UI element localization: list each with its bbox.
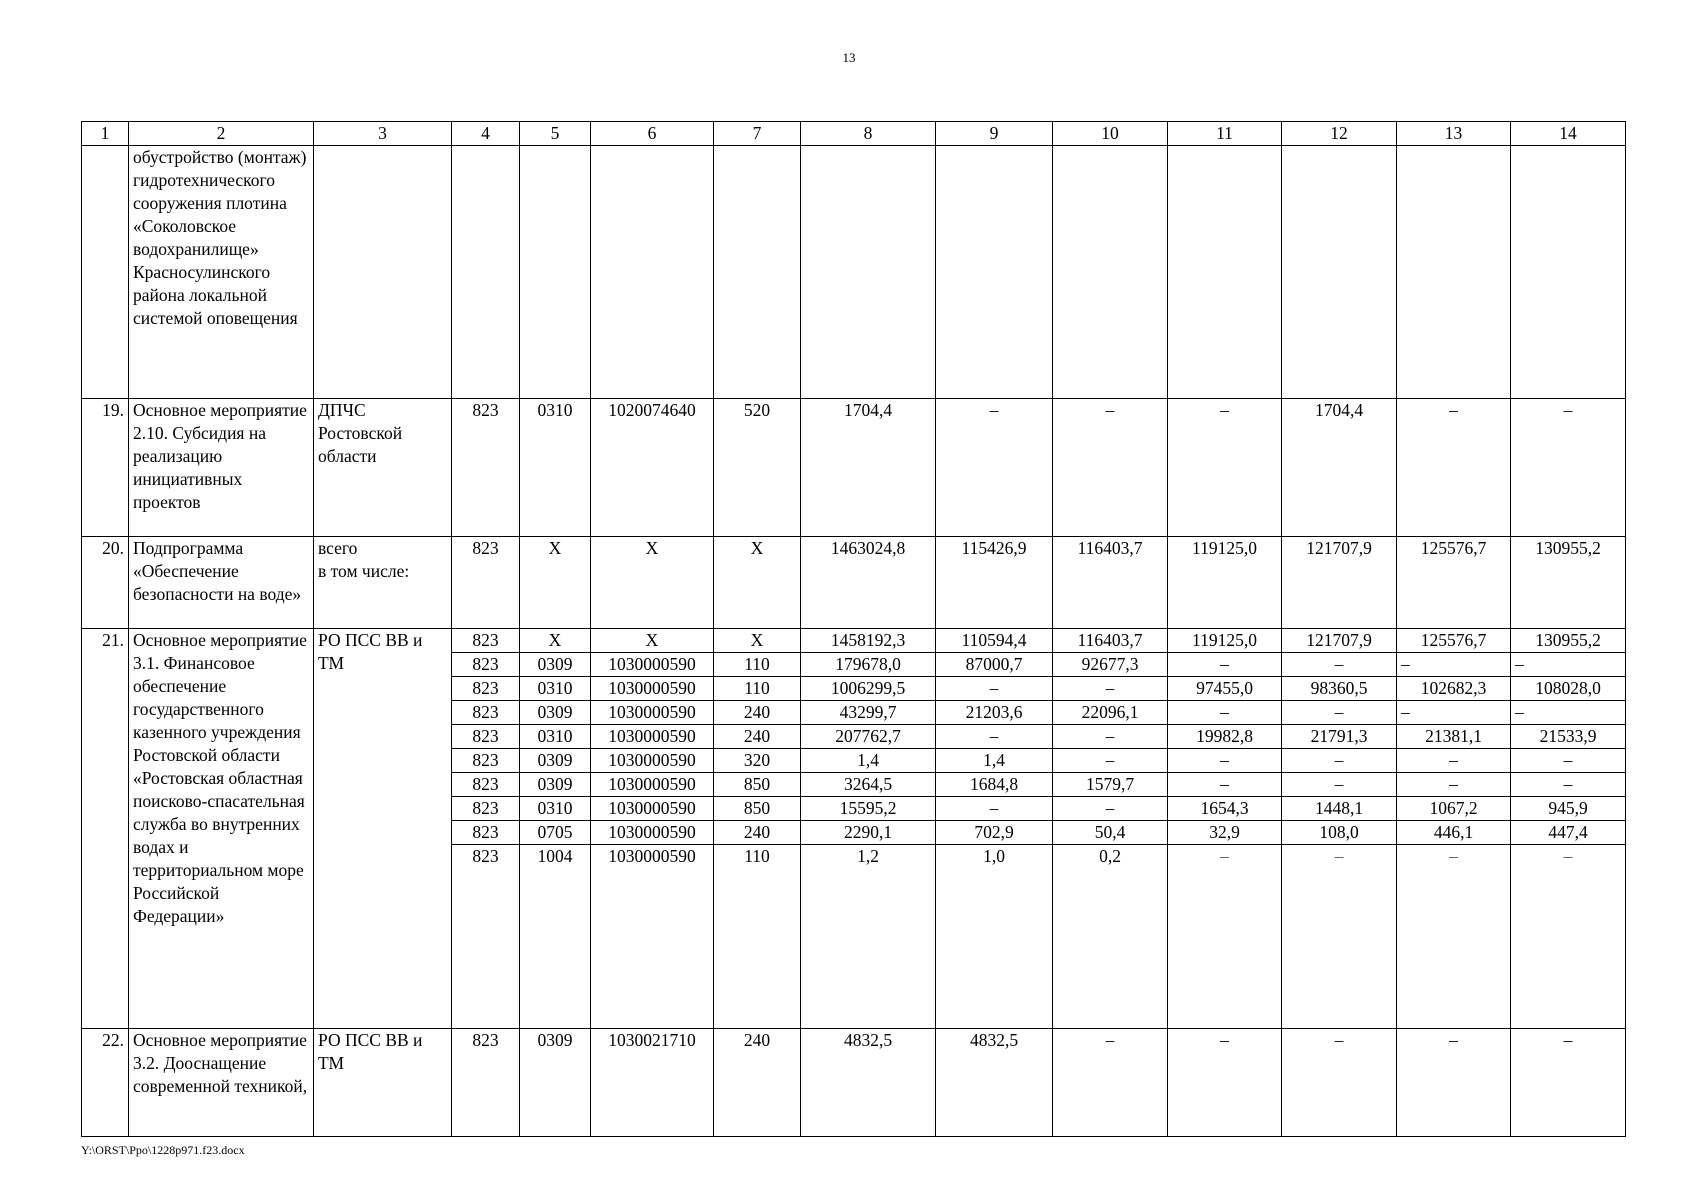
cell-rzpr: Х: [520, 537, 591, 629]
cell-value: 108,0: [1282, 821, 1397, 845]
measure-name: Подпрограмма «Обеспечение безопасности на воде»: [129, 537, 314, 629]
cell-value: –: [1053, 725, 1168, 749]
cell-rzpr: 0309: [520, 701, 591, 725]
cell-value: –: [1168, 773, 1282, 797]
cell-value: 116403,7: [1053, 537, 1168, 629]
column-number: 4: [452, 122, 520, 146]
cell-value: –: [1282, 653, 1397, 677]
cell-vr: 850: [714, 773, 801, 797]
cell-value: 110594,4: [936, 629, 1053, 653]
cell-vr: 520: [714, 399, 801, 537]
cell-vr: Х: [714, 537, 801, 629]
cell-value: 119125,0: [1168, 629, 1282, 653]
cell-value: –: [1397, 749, 1511, 773]
cell-value: 21791,3: [1282, 725, 1397, 749]
page-number: 13: [842, 50, 856, 65]
cell-value: 945,9: [1511, 797, 1626, 821]
cell-csr: 1030000590: [591, 749, 714, 773]
cell-value: –: [1397, 845, 1511, 1029]
row-number: 19.: [82, 399, 129, 537]
cell-value: –: [1282, 701, 1397, 725]
cell-grbs: 823: [452, 773, 520, 797]
column-number: 13: [1397, 122, 1511, 146]
document-path-footer: Y:\ORST\Ppo\1228p971.f23.docx: [81, 1143, 245, 1157]
cell-value: 1654,3: [1168, 797, 1282, 821]
cell-value: 125576,7: [1397, 629, 1511, 653]
cell-value: 119125,0: [1168, 537, 1282, 629]
cell-value: –: [1511, 773, 1626, 797]
cell-rzpr: 0309: [520, 653, 591, 677]
budget-table: [81, 121, 1626, 1137]
cell-value: –: [1282, 845, 1397, 1029]
column-number: 1: [82, 122, 129, 146]
row-number: 20.: [82, 537, 129, 629]
cell-grbs: 823: [452, 1029, 520, 1137]
cell-rzpr: 0310: [520, 725, 591, 749]
cell-vr: 110: [714, 677, 801, 701]
cell-csr: 1030000590: [591, 845, 714, 1029]
cell-rzpr: 1004: [520, 845, 591, 1029]
cell-value: 125576,7: [1397, 537, 1511, 629]
column-number: 2: [129, 122, 314, 146]
cell-rzpr: 0309: [520, 1029, 591, 1137]
cell-rzpr: Х: [520, 629, 591, 653]
cell-value: 21533,9: [1511, 725, 1626, 749]
cell-value: –: [1168, 399, 1282, 537]
cell-value: 4832,5: [936, 1029, 1053, 1137]
cell-value: 1458192,3: [801, 629, 936, 653]
cell-value: –: [936, 797, 1053, 821]
measure-name: Основное мероприятие 3.1. Финансовое обеспечение государственного казенного учреждения Ростовской области «Ростовская областная поисково-спасательная служба во внутренних водах и территориальном море Российской Федерации»: [129, 629, 314, 1029]
cell-value: –: [1397, 653, 1511, 677]
cell-rzpr: 0309: [520, 773, 591, 797]
measure-name: Основное мероприятие 2.10. Субсидия на реализацию инициативных проектов: [129, 399, 314, 537]
cell-value: 121707,9: [1282, 629, 1397, 653]
column-number: 11: [1168, 122, 1282, 146]
column-number: 6: [591, 122, 714, 146]
cell-csr: 1030000590: [591, 725, 714, 749]
cell-grbs: 823: [452, 629, 520, 653]
cell-rzpr: 0310: [520, 797, 591, 821]
table-row: [82, 399, 1626, 537]
executor: ДПЧС Ростовской области: [314, 399, 452, 537]
cell-value: 108028,0: [1511, 677, 1626, 701]
cell-csr: 1030000590: [591, 821, 714, 845]
cell-value: 22096,1: [1053, 701, 1168, 725]
table-row: [82, 537, 1626, 629]
column-number-row: [82, 122, 1626, 146]
cell-value: –: [1053, 677, 1168, 701]
cell-value: –: [1282, 773, 1397, 797]
cell-value: 1704,4: [1282, 399, 1397, 537]
table-row: [82, 1029, 1626, 1137]
cell-value: 15595,2: [801, 797, 936, 821]
cell-value: –: [1397, 399, 1511, 537]
cell-csr: 1030000590: [591, 773, 714, 797]
cell-value: 97455,0: [1168, 677, 1282, 701]
cell-value: –: [1053, 399, 1168, 537]
cell-value: –: [1511, 1029, 1626, 1137]
measure-name: обустройство (монтаж) гидротехнического сооружения плотина «Соколовское водохранилище» Красносулинского района локальной системой оповещения: [129, 146, 314, 399]
cell-value: 1448,1: [1282, 797, 1397, 821]
column-number: 9: [936, 122, 1053, 146]
cell-grbs: 823: [452, 399, 520, 537]
cell-value: 50,4: [1053, 821, 1168, 845]
cell-vr: 110: [714, 845, 801, 1029]
column-number: 10: [1053, 122, 1168, 146]
cell-value: 1006299,5: [801, 677, 936, 701]
cell-value: –: [1053, 1029, 1168, 1137]
cell-vr: 240: [714, 1029, 801, 1137]
cell-value: –: [1168, 845, 1282, 1029]
cell-value: –: [1282, 1029, 1397, 1137]
cell-value: 1704,4: [801, 399, 936, 537]
table-row: [82, 146, 1626, 399]
cell-vr: 240: [714, 821, 801, 845]
cell-value: 21203,6: [936, 701, 1053, 725]
cell-csr: 1030021710: [591, 1029, 714, 1137]
cell-value: 447,4: [1511, 821, 1626, 845]
cell-grbs: 823: [452, 845, 520, 1029]
measure-name: Основное мероприятие 3.2. Дооснащение современной техникой,: [129, 1029, 314, 1137]
cell-value: 207762,7: [801, 725, 936, 749]
cell-value: –: [1397, 701, 1511, 725]
cell-csr: 1030000590: [591, 653, 714, 677]
cell-value: 115426,9: [936, 537, 1053, 629]
executor: [314, 537, 452, 629]
cell-value: –: [1282, 749, 1397, 773]
cell-value: 702,9: [936, 821, 1053, 845]
cell-grbs: 823: [452, 537, 520, 629]
cell-value: 3264,5: [801, 773, 936, 797]
cell-value: 92677,3: [1053, 653, 1168, 677]
cell-csr: 1030000590: [591, 701, 714, 725]
cell-value: 1579,7: [1053, 773, 1168, 797]
column-number: 3: [314, 122, 452, 146]
cell-value: 1067,2: [1397, 797, 1511, 821]
cell-value: 4832,5: [801, 1029, 936, 1137]
cell-grbs: 823: [452, 797, 520, 821]
cell-rzpr: 0309: [520, 749, 591, 773]
cell-rzpr: 0310: [520, 677, 591, 701]
cell-value: 116403,7: [1053, 629, 1168, 653]
cell-value: –: [936, 677, 1053, 701]
row-number: 21.: [82, 629, 129, 1029]
cell-value: 446,1: [1397, 821, 1511, 845]
cell-value: 121707,9: [1282, 537, 1397, 629]
executor: РО ПСС ВВ и ТМ: [314, 1029, 452, 1137]
cell-value: 87000,7: [936, 653, 1053, 677]
cell-value: –: [1511, 701, 1626, 725]
cell-value: –: [936, 725, 1053, 749]
cell-grbs: 823: [452, 701, 520, 725]
cell-value: 1,4: [936, 749, 1053, 773]
cell-vr: 850: [714, 797, 801, 821]
executor-line: в том числе:: [318, 561, 410, 581]
cell-vr: 240: [714, 701, 801, 725]
cell-value: 179678,0: [801, 653, 936, 677]
cell-csr: 1030000590: [591, 677, 714, 701]
cell-grbs: 823: [452, 677, 520, 701]
cell-csr: 1020074640: [591, 399, 714, 537]
cell-value: 32,9: [1168, 821, 1282, 845]
cell-value: 2290,1: [801, 821, 936, 845]
cell-value: 1,2: [801, 845, 936, 1029]
cell-vr: 110: [714, 653, 801, 677]
table-row: [82, 629, 1626, 653]
cell-value: 1463024,8: [801, 537, 936, 629]
cell-value: 1,0: [936, 845, 1053, 1029]
cell-value: 21381,1: [1397, 725, 1511, 749]
cell-value: –: [1397, 773, 1511, 797]
cell-value: –: [1168, 701, 1282, 725]
column-number: 14: [1511, 122, 1626, 146]
executor: РО ПСС ВВ и ТМ: [314, 629, 452, 1029]
cell-grbs: 823: [452, 725, 520, 749]
executor: [314, 146, 452, 399]
cell-value: –: [1511, 653, 1626, 677]
cell-value: –: [1168, 653, 1282, 677]
cell-rzpr: 0705: [520, 821, 591, 845]
cell-vr: 320: [714, 749, 801, 773]
cell-value: –: [936, 399, 1053, 537]
cell-value: –: [1053, 797, 1168, 821]
cell-value: –: [1397, 1029, 1511, 1137]
cell-value: –: [1053, 749, 1168, 773]
cell-csr: Х: [591, 629, 714, 653]
cell-value: 43299,7: [801, 701, 936, 725]
cell-value: 1,4: [801, 749, 936, 773]
cell-grbs: 823: [452, 653, 520, 677]
column-number: 5: [520, 122, 591, 146]
cell-value: –: [1511, 399, 1626, 537]
cell-value: 0,2: [1053, 845, 1168, 1029]
row-number: [82, 146, 129, 399]
column-number: 8: [801, 122, 936, 146]
column-number: 7: [714, 122, 801, 146]
cell-grbs: 823: [452, 749, 520, 773]
cell-csr: Х: [591, 537, 714, 629]
cell-csr: 1030000590: [591, 797, 714, 821]
cell-value: –: [1168, 749, 1282, 773]
cell-rzpr: 0310: [520, 399, 591, 537]
cell-value: –: [1511, 749, 1626, 773]
cell-value: –: [1168, 1029, 1282, 1137]
executor-line: всего: [318, 538, 358, 558]
cell-vr: Х: [714, 629, 801, 653]
cell-grbs: 823: [452, 821, 520, 845]
cell-value: 98360,5: [1282, 677, 1397, 701]
cell-vr: 240: [714, 725, 801, 749]
cell-value: 130955,2: [1511, 629, 1626, 653]
cell-value: 102682,3: [1397, 677, 1511, 701]
column-number: 12: [1282, 122, 1397, 146]
row-number: 22.: [82, 1029, 129, 1137]
cell-value: 1684,8: [936, 773, 1053, 797]
cell-value: –: [1511, 845, 1626, 1029]
cell-value: 19982,8: [1168, 725, 1282, 749]
cell-value: 130955,2: [1511, 537, 1626, 629]
